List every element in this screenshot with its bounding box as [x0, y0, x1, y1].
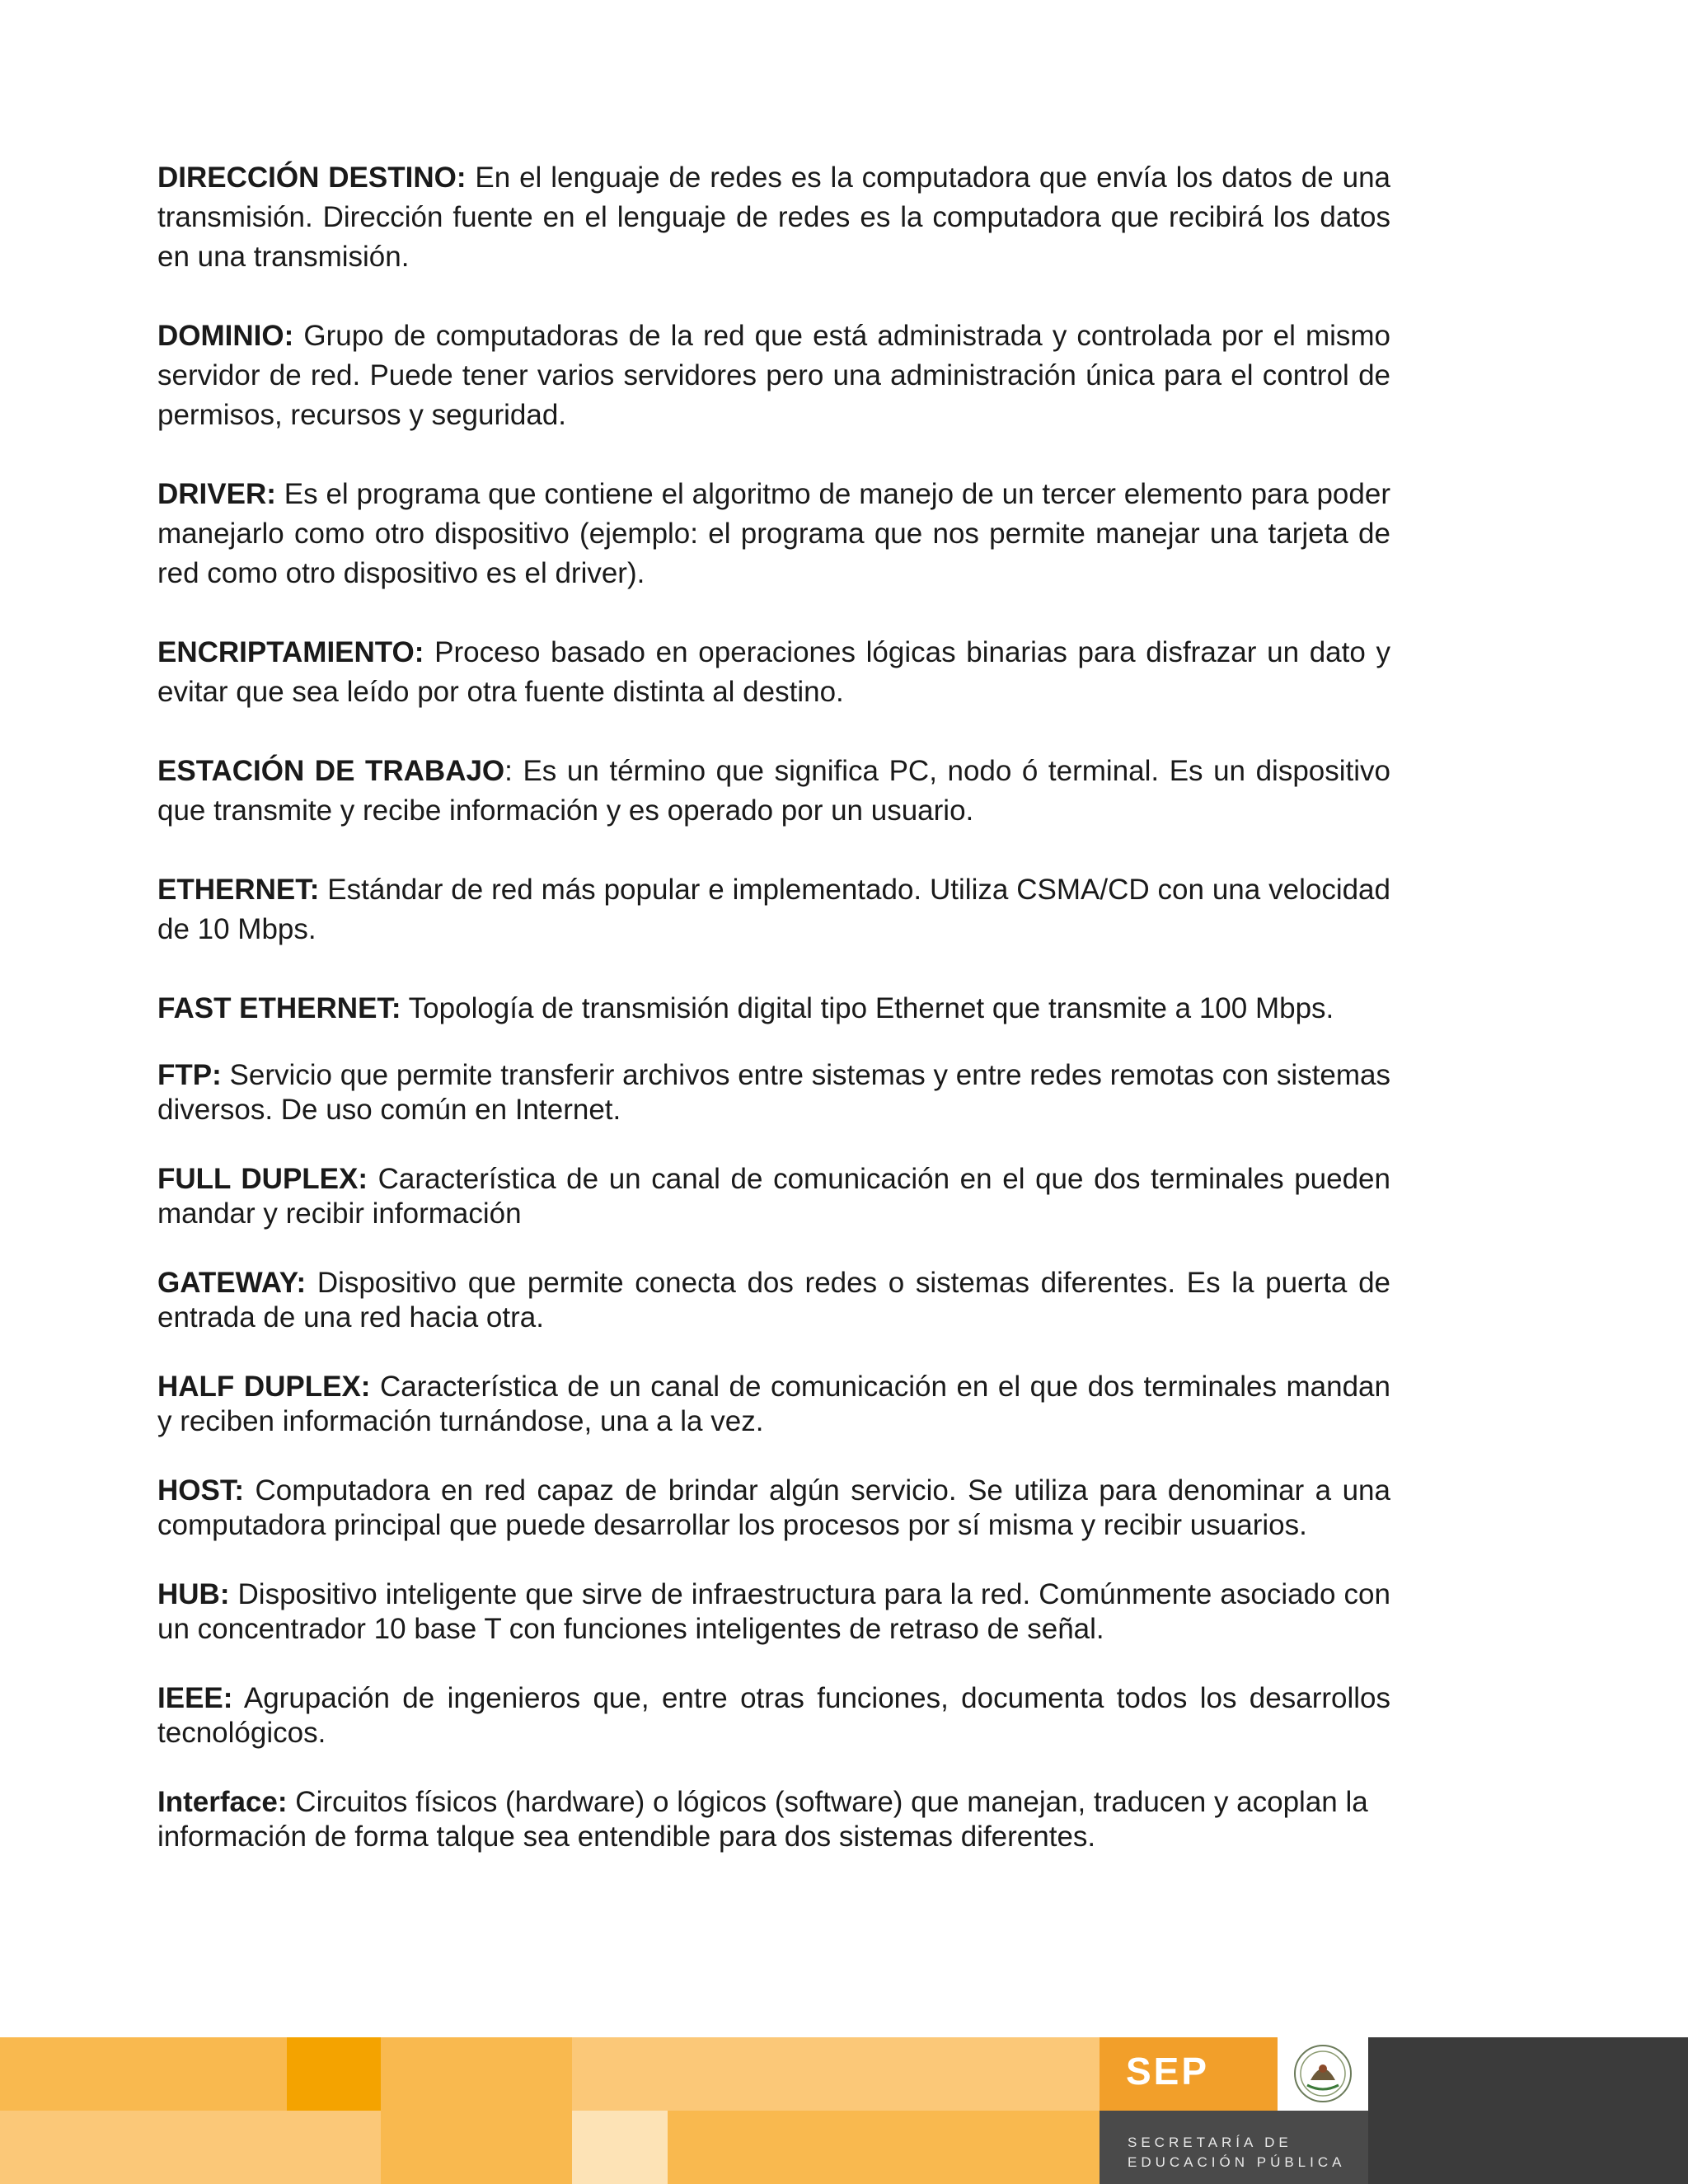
glossary-entry-fast-ethernet: [157, 989, 1390, 1029]
entry-term: ESTACIÓN DE TRABAJO: [157, 755, 505, 787]
entry-definition: Agrupación de ingenieros que, entre otras funciones, documenta todos los desarrollos tecnológicos.: [157, 1682, 1390, 1749]
glossary-entry-ieee: [157, 1681, 1390, 1750]
entry-definition: Característica de un canal de comunicación en el que dos terminales pueden mandar y recibir información: [157, 1163, 1390, 1230]
entry-definition: Computadora en red capaz de brindar algún servicio. Se utiliza para denominar a una computadora principal que puede desarrollar los procesos por sí misma y recibir usuarios.: [157, 1474, 1390, 1541]
entry-definition: Dispositivo inteligente que sirve de infraestructura para la red. Comúnmente asociado con un concentrador 10 base T con funciones inteligentes de retraso de señal.: [157, 1578, 1390, 1645]
entry-term: Interface:: [157, 1786, 288, 1818]
entry-definition: : Es un término que significa PC, nodo ó terminal. Es un dispositivo que transmite y recibe información y es operado por un usuario.: [157, 755, 1390, 827]
footer-block: [668, 2111, 1100, 2184]
footer-block: [0, 2111, 381, 2184]
footer-block: [572, 2037, 1100, 2111]
entry-definition: Topología de transmisión digital tipo Ethernet que transmite a 100 Mbps.: [401, 992, 1334, 1024]
entry-term: ETHERNET:: [157, 874, 320, 906]
footer-block: [381, 2037, 572, 2111]
sep-subtitle-line2: EDUCACIÓN PÚBLICA: [1128, 2154, 1346, 2170]
glossary-entry-full-duplex: [157, 1162, 1390, 1231]
entry-term: DRIVER:: [157, 478, 276, 510]
entry-term: FULL DUPLEX:: [157, 1163, 368, 1195]
entry-term: DOMINIO:: [157, 320, 294, 352]
glossary-entry-hub: [157, 1577, 1390, 1647]
footer-band: [0, 2037, 1688, 2184]
entry-term: HOST:: [157, 1474, 244, 1507]
glossary-entry-host: [157, 1474, 1390, 1543]
entry-definition: Es el programa que contiene el algoritmo de manejo de un tercer elemento para poder manejarlo como otro dispositivo (ejemplo: el programa que nos permite manejar una tarjeta de red como otro dispositivo es el driver).: [157, 478, 1390, 589]
glossary-body: [157, 158, 1390, 1854]
glossary-entry-estacion-de-trabajo: [157, 752, 1390, 831]
entry-definition: Característica de un canal de comunicación en el que dos terminales mandan y reciben información turnándose, una a la vez.: [157, 1371, 1390, 1437]
glossary-entry-gateway: [157, 1266, 1390, 1335]
entry-definition: Grupo de computadoras de la red que está administrada y controlada por el mismo servidor de red. Puede tener varios servidores pero una administración única para el control de permisos, recursos y seguridad.: [157, 320, 1390, 431]
entry-definition: En el lenguaje de redes es la computadora que envía los datos de una transmisión. Dirección fuente en el lenguaje de redes es la computadora que recibirá los datos en una transmisión.: [157, 162, 1390, 273]
footer-block: [287, 2037, 381, 2111]
glossary-entry-half-duplex: [157, 1370, 1390, 1439]
entry-definition: Proceso basado en operaciones lógicas binarias para disfrazar un dato y evitar que sea leído por otra fuente distinta al destino.: [157, 636, 1390, 708]
sep-subtitle-line1: SECRETARÍA DE: [1128, 2135, 1292, 2150]
footer-block: [381, 2111, 572, 2184]
entry-definition: Estándar de red más popular e implementado. Utiliza CSMA/CD con una velocidad de 10 Mbps.: [157, 874, 1390, 945]
glossary-entry-ftp: [157, 1058, 1390, 1127]
glossary-entry-interface: [157, 1785, 1390, 1854]
entry-definition: Servicio que permite transferir archivos entre sistemas y entre redes remotas con sistemas diversos. De uso común en Internet.: [157, 1059, 1390, 1126]
entry-definition: Dispositivo que permite conecta dos redes o sistemas diferentes. Es la puerta de entrada de una red hacia otra.: [157, 1267, 1390, 1333]
glossary-entry-encriptamiento: [157, 633, 1390, 712]
glossary-entry-driver: [157, 475, 1390, 593]
entry-term: GATEWAY:: [157, 1267, 307, 1299]
glossary-entry-ethernet: [157, 870, 1390, 949]
entry-term: IEEE:: [157, 1682, 233, 1714]
entry-term: FAST ETHERNET:: [157, 992, 401, 1024]
entry-term: HALF DUPLEX:: [157, 1371, 371, 1403]
glossary-entry-direccion-destino: [157, 158, 1390, 277]
mexico-seal-icon: [1278, 2037, 1368, 2111]
entry-term: FTP:: [157, 1059, 222, 1091]
sep-logo-text: SEP: [1126, 2050, 1210, 2093]
seal-box: [1278, 2037, 1368, 2111]
glossary-entry-dominio: [157, 316, 1390, 435]
entry-definition: Circuitos físicos (hardware) o lógicos (software) que manejan, traducen y acoplan la información de forma talque sea entendible para dos sistemas diferentes.: [157, 1786, 1368, 1853]
footer-block: [0, 2037, 287, 2111]
footer-block: [572, 2111, 668, 2184]
footer-dark-block: [1368, 2037, 1688, 2184]
entry-term: HUB:: [157, 1578, 230, 1610]
entry-term: ENCRIPTAMIENTO:: [157, 636, 424, 668]
entry-term: DIRECCIÓN DESTINO:: [157, 162, 467, 194]
